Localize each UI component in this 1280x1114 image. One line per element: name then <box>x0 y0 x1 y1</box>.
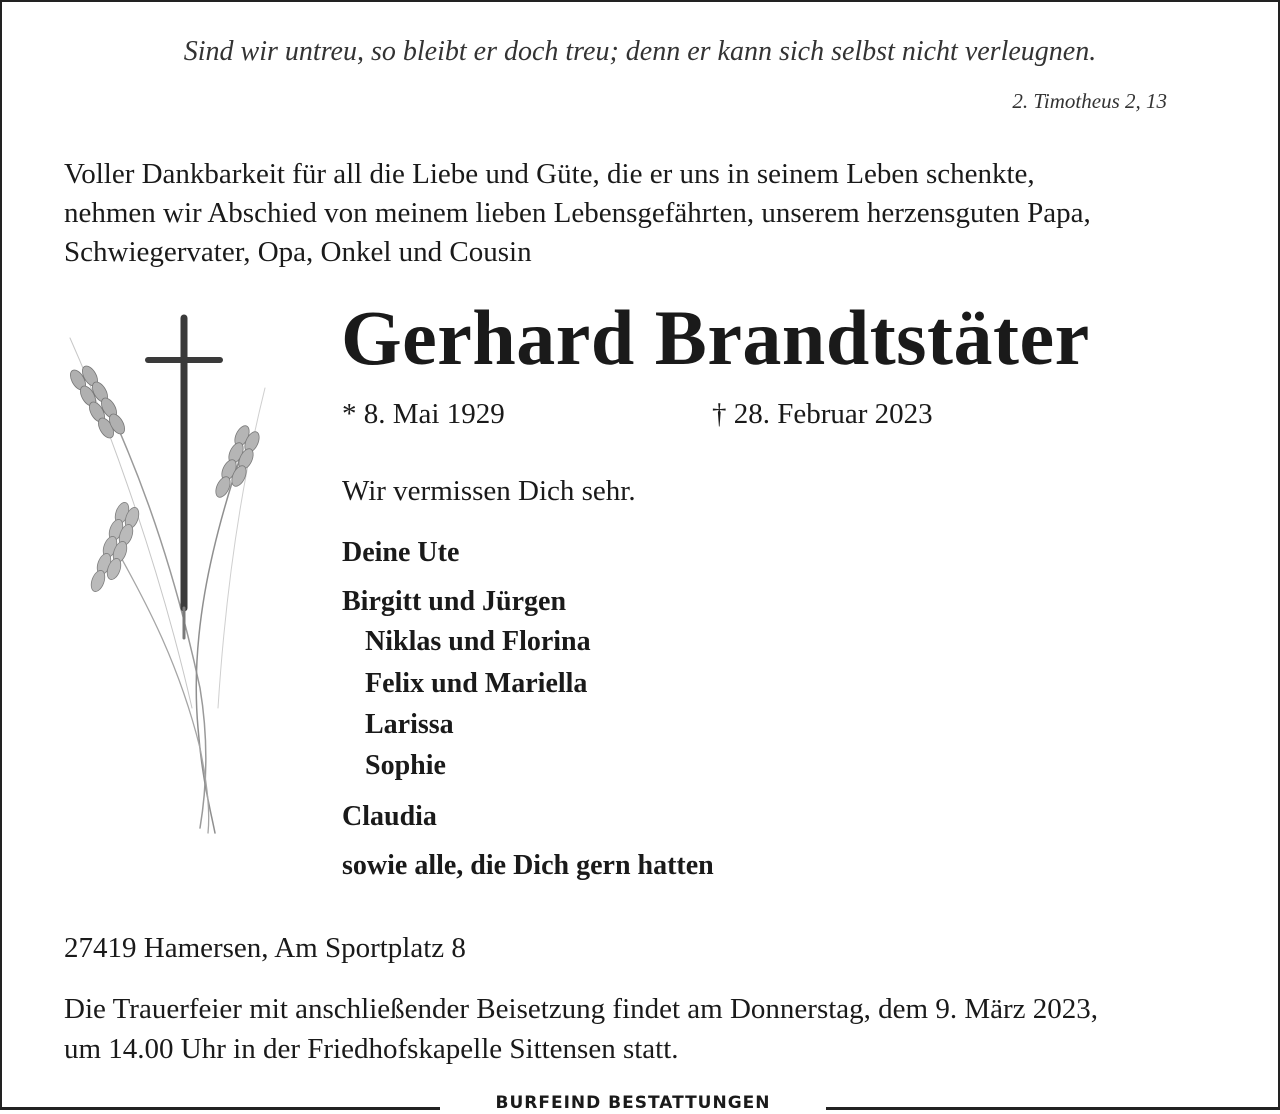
footer-divider <box>0 1107 440 1110</box>
intro-line: Schwiegervater, Opa, Onkel und Cousin <box>64 236 532 268</box>
cross-with-wheat-icon <box>50 308 280 838</box>
farewell-message: Wir vermissen Dich sehr. <box>342 475 636 507</box>
footer-divider <box>826 1107 1280 1110</box>
mourner-grandchild: Larissa <box>365 709 454 740</box>
intro-line: Voller Dankbarkeit für all die Liebe und Güte, die er uns in seinem Leben schenkte, <box>64 158 1035 190</box>
funeral-home-name: BURFEIND BESTATTUNGEN <box>440 1093 826 1113</box>
address: 27419 Hamersen, Am Sportplatz 8 <box>64 932 466 964</box>
intro-line: nehmen wir Abschied von meinem lieben Lebensgefährten, unserem herzensguten Papa, <box>64 197 1091 229</box>
ceremony-info <box>64 989 1098 1069</box>
deceased-name: Gerhard Brandtstäter <box>341 294 1090 381</box>
mourner-grandchild: Sophie <box>365 750 446 781</box>
ceremony-line: Die Trauerfeier mit anschließender Beisetzung findet am Donnerstag, dem 9. März 2023, <box>64 993 1099 1025</box>
ceremony-line: um 14.00 Uhr in der Friedhofskapelle Sittensen statt. <box>64 1033 679 1065</box>
bible-quote: Sind wir untreu, so bleibt er doch treu; denn er kann sich selbst nicht verleugnen. <box>183 36 1097 67</box>
mourner-grandchild: Felix und Mariella <box>365 668 588 699</box>
death-date: † 28. Februar 2023 <box>712 398 933 430</box>
bible-quote-reference: 2. Timotheus 2, 13 <box>1012 89 1167 113</box>
mourner-grandchild: Niklas und Florina <box>365 626 591 657</box>
mourner-family: Claudia <box>342 801 437 832</box>
mourner-family: Birgitt und Jürgen <box>342 586 567 617</box>
birth-date: * 8. Mai 1929 <box>342 398 505 430</box>
mourner-others: sowie alle, die Dich gern hatten <box>342 850 714 881</box>
mourner-partner: Deine Ute <box>342 537 460 568</box>
intro-text <box>64 155 1244 272</box>
